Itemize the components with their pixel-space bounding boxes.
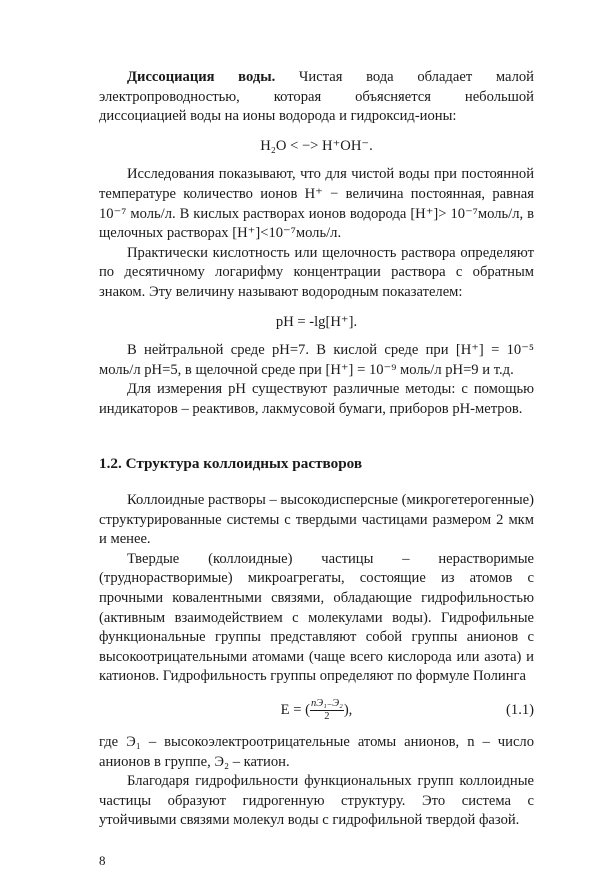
paragraph-solid-particles [99,550,534,687]
paragraph-text: Твердые (коллоидные) частицы – нерастворимые (труднорастворимые) микроагрегаты, состоящие из атомов с прочными ковалентными связями, обладающие гидрофильностью (активным взаимодействием с молекулами воды). Гидрофильные функциональные группы представляют собой группы анионов с высокоотрицательными атомами (чаще всего кислорода или азота) и катионов. Гидрофильность группы определяют по формуле Полинга [99,550,534,685]
formula-lhs: E = ( [280,702,310,719]
paragraph-neutral-medium [99,341,534,380]
formula-ph: pH = -lg[H⁺]. [275,313,358,330]
page-number: 8 [99,853,106,868]
section-heading: 1.2. Структура коллоидных растворов [99,454,363,472]
paragraph-text: Коллоидные растворы – высокодисперсные (микрогетерогенные) структурированные системы с твердыми частицами размером 2 мкм и менее. [99,492,534,548]
paragraph-dissociation-intro [99,68,534,127]
paragraph-text: где Э₁ – высокоэлектроотрицательные атомы анионов, n – число анионов в группе, Э₂ – катион. [99,734,534,770]
formula-water-dissociation: H₂O < −> H⁺OH⁻. [260,137,373,154]
paragraph-ph-methods [99,380,534,419]
paragraph-acidity [99,244,534,303]
equation-number: (1.1) [506,702,534,719]
paragraph-hydrogen-structure [99,772,534,831]
paragraph-ion-concentration [99,165,534,243]
paragraph-text: Чистая вода обладает малой электропроводностью, которая объясняется небольшой диссоциацией воды на ионы водорода и гидроксид-ионы: [99,69,534,125]
fraction-denominator: 2 [324,711,330,723]
paragraph-text: Благодаря гидрофильности функциональных групп коллоидные частицы образуют гидрогенную структуру. Это система с утойчивыми связями молекул воды с гидрофильной твердой фазой. [99,773,534,829]
formula-rhs: ), [343,702,353,719]
fraction-numerator: nЭ₁₋Э₂ [310,698,343,710]
paragraph-text: В нейтральной среде pH=7. В кислой среде при [H⁺] = 10⁻⁵ моль/л pH=5, в щелочной среде при [H⁺] = 10⁻⁹ моль/л pH=9 и т.д. [99,342,534,378]
paragraph-text: Исследования показывают, что для чистой воды при постоянной температуре количество ионов H⁺ − величина постоянная, равная 10⁻⁷ моль/л. В кислых растворах ионов водорода [H⁺]> 10⁻⁷моль/л, в щелочных растворах [H⁺]<10⁻⁷моль/л. [99,166,534,242]
formula-fraction [310,698,344,723]
document-page [99,0,534,889]
paragraph-colloid-definition [99,491,534,550]
run-in-heading: Диссоциация воды. [127,69,276,85]
paragraph-formula-legend [99,733,534,772]
paragraph-text: Практически кислотность или щелочность раствора определяют по десятичному логарифму концентрации раствора с обратным знаком. Эту величину называют водородным показателем: [99,244,534,300]
paragraph-text: Для измерения pH существуют различные методы: с помощью индикаторов – реактивов, лакмусовой бумаги, приборов pH-метров. [99,381,534,417]
formula-pauling [99,695,534,725]
